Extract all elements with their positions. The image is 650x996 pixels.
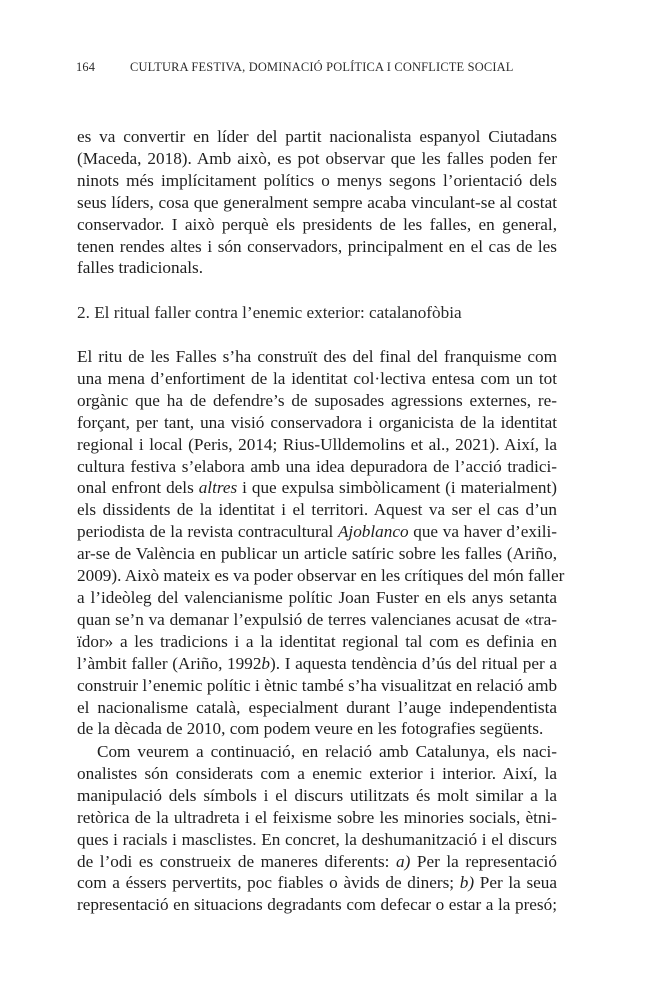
text-line: construir l’enemic polític i ètnic també s’ha visualitzat en relació amb <box>77 675 558 695</box>
text-line: falles tradicionals. <box>77 258 203 278</box>
text-line: (Maceda, 2018). Amb això, es pot observar que les falles poden fer <box>77 148 557 168</box>
paragraph-1 <box>77 126 557 279</box>
italic-list-marker: b) <box>459 873 475 893</box>
paragraph-3 <box>77 741 557 916</box>
text-run: com a éssers pervertits, poc fiables o àvids de diners; <box>77 873 460 893</box>
section-heading: 2. El ritual faller contra l’enemic exterior: catalanofòbia <box>77 303 462 322</box>
text-line: el nacionalisme català, especialment durant l’auge independentista <box>77 697 557 717</box>
text-line: seus líders, cosa que generalment sempre acaba vinculant-se al costat <box>77 192 557 212</box>
paragraph-2 <box>77 346 565 740</box>
text-run: Per la representació <box>410 851 557 871</box>
text-line: ar-se de València en publicar un article satíric sobre les falles (Ariño, <box>77 544 557 564</box>
italic-magazine-title: Ajoblanco <box>337 522 409 542</box>
running-title: CULTURA FESTIVA, DOMINACIÓ POLÍTICA I CONFLICTE SOCIAL <box>130 60 514 74</box>
text-line: ïdor» a les tradicions i a la identitat regional tal com es definia en <box>77 631 557 651</box>
text-run: l’àmbit faller (Ariño, 1992 <box>77 653 262 673</box>
text-line <box>77 851 557 873</box>
text-line: regional i local (Peris, 2014; Rius-Ulldemolins et al., 2021). Així, la <box>77 434 557 454</box>
text-run: onal enfront dels <box>77 478 199 498</box>
running-header <box>76 60 558 75</box>
text-line: tenen rendes altes i són conservadors, principalment en el cas de les <box>77 236 557 256</box>
text-line <box>77 653 557 675</box>
text-line: 2009). Això mateix es va poder observar en les crítiques del món faller <box>77 566 565 586</box>
text-line: onalistes són considerats com a enemic exterior i interior. Així, la <box>77 763 557 783</box>
text-line <box>77 477 557 499</box>
text-line <box>77 872 557 894</box>
text-run: que va haver d’exili- <box>408 522 558 542</box>
text-run: Per la seua <box>474 873 558 893</box>
text-run: de l’odi es construeix de maneres diferents: <box>77 851 396 871</box>
text-line: ninots més implícitament polítics o menys segons l’orientació dels <box>77 170 557 190</box>
text-line: una mena d’enfortiment de la identitat col·lectiva entesa com un tot <box>77 368 557 388</box>
text-line: orgànic que ha de defendre’s de suposades agressions externes, re- <box>77 390 557 410</box>
text-line: de la dècada de 2010, com podem veure en les fotografies següents. <box>77 719 544 739</box>
italic-term: altres <box>198 478 238 498</box>
text-line: representació en situacions degradants com defecar o estar a la presó; <box>77 895 557 915</box>
italic-list-marker: a) <box>396 851 411 871</box>
text-run: ). I aquesta tendència d’ús del ritual per a <box>270 653 557 673</box>
text-run: periodista de la revista contracultural <box>77 522 338 542</box>
page-number: 164 <box>76 60 96 74</box>
text-line: quan se’n va demanar l’expulsió de terres valencianes acusat de «tra- <box>77 609 557 629</box>
text-line: forçant, per tant, una visió conservadora i organicista de la identitat <box>77 412 557 432</box>
text-line: manipulació dels símbols i el discurs utilitzats és molt similar a la <box>77 785 557 805</box>
text-line: ques i racials i masclistes. En concret, la deshumanització i el discurs <box>77 829 557 849</box>
text-line <box>77 521 557 543</box>
text-line: a l’ideòleg del valencianisme polític Joan Fuster en els anys setanta <box>77 587 557 607</box>
text-line: retòrica de la ultradreta i el feixisme sobre les minories socials, ètni- <box>77 807 557 827</box>
text-line: cultura festiva s’elabora amb una idea depuradora de l’acció tradici- <box>77 456 557 476</box>
text-line: conservador. I això perquè els presidents de les falles, en general, <box>77 214 557 234</box>
text-line: es va convertir en líder del partit nacionalista espanyol Ciutadans <box>77 127 557 146</box>
italic-citation-suffix: b <box>261 653 271 673</box>
text-run: i que expulsa simbòlicament (i materialment) <box>237 478 557 498</box>
text-line: Com veurem a continuació, en relació amb Catalunya, els naci- <box>97 742 557 761</box>
text-line: El ritu de les Falles s’ha construït des del final del franquisme com <box>77 347 557 366</box>
text-line: els dissidents de la identitat i el territori. Aquest va ser el cas d’un <box>77 500 557 520</box>
